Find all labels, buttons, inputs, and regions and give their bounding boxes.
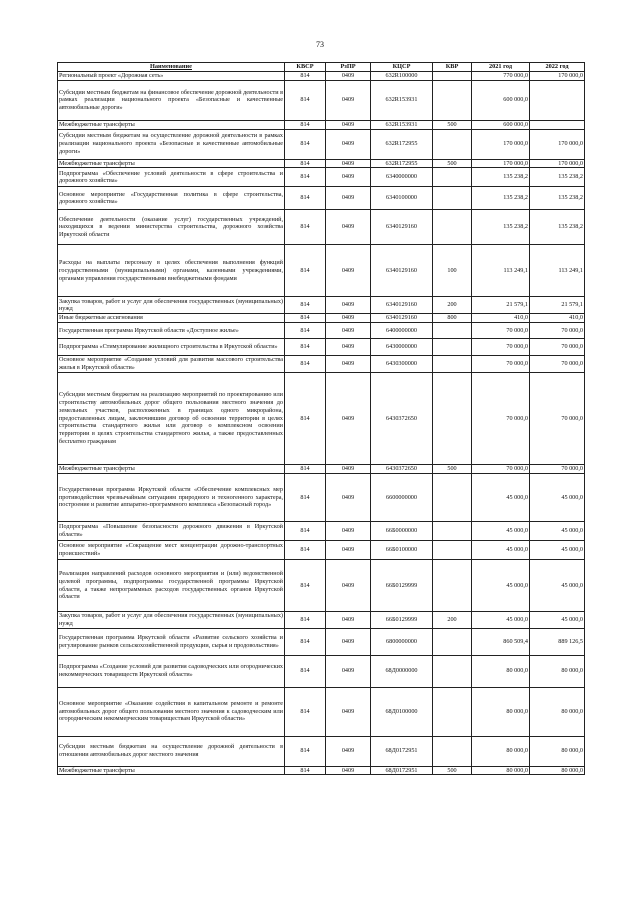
table-row [58, 339, 585, 356]
cell-kvr [433, 373, 472, 465]
cell-2021: 45 000,0 [472, 560, 530, 612]
cell-kvr: 500 [433, 766, 472, 775]
cell-kvr [433, 560, 472, 612]
cell-kvsr: 814 [285, 612, 326, 629]
table-row [58, 687, 585, 736]
cell-name: Расходы на выплаты персоналу в целях обеспечения выполнения функций государственными (муниципальными) органами, казенными учреждениями, органами управления государственными внебюджетными фондами [58, 245, 285, 297]
cell-kvr [433, 628, 472, 655]
cell-2022: 80 000,0 [530, 687, 585, 736]
cell-2021: 21 579,1 [472, 297, 530, 314]
cell-kvsr: 814 [285, 687, 326, 736]
cell-name: Субсидии местным бюджетам на осуществление дорожной деятельности в рамках реализации национального проекта «Безопасные и качественные автомобильные дороги» [58, 129, 285, 159]
cell-kvsr: 814 [285, 373, 326, 465]
cell-kvsr: 814 [285, 356, 326, 373]
cell-kvr [433, 323, 472, 339]
column-header-name: Наименование [58, 63, 285, 72]
budget-table [57, 62, 585, 775]
cell-2021: 80 000,0 [472, 687, 530, 736]
cell-kcsr: 68Д0000000 [371, 655, 433, 687]
cell-2021: 170 000,0 [472, 159, 530, 168]
cell-2021: 45 000,0 [472, 474, 530, 522]
cell-rzpr: 0409 [326, 766, 371, 775]
cell-kvr [433, 80, 472, 120]
cell-kvr [433, 72, 472, 81]
cell-2021: 70 000,0 [472, 373, 530, 465]
cell-name: Подпрограмма «Повышение безопасности дорожного движения в Иркутской области» [58, 522, 285, 541]
cell-kcsr: 66Б0129999 [371, 560, 433, 612]
cell-kcsr: 68Д0100000 [371, 687, 433, 736]
cell-kcsr: 6340129160 [371, 297, 433, 314]
cell-2021: 600 000,0 [472, 120, 530, 129]
cell-kvsr: 814 [285, 560, 326, 612]
cell-kcsr: 632R153931 [371, 120, 433, 129]
cell-kcsr: 66Б0129999 [371, 612, 433, 629]
cell-rzpr: 0409 [326, 541, 371, 560]
column-header-kvsr: КВСР [285, 63, 326, 72]
cell-kcsr: 632R100000 [371, 72, 433, 81]
cell-rzpr: 0409 [326, 373, 371, 465]
cell-name: Закупка товаров, работ и услуг для обеспечения государственных (муниципальных) нужд [59, 612, 283, 627]
cell-kcsr: 6340129160 [371, 245, 433, 297]
cell-kvr [433, 474, 472, 522]
cell-2021: 113 249,1 [472, 245, 530, 297]
cell-2022: 170 000,0 [530, 129, 585, 159]
cell-name: Государственная программа Иркутской области «Доступное жилье» [58, 323, 285, 339]
cell-kvsr: 814 [285, 522, 326, 541]
table-row [58, 129, 585, 159]
cell-name: Закупка товаров, работ и услуг для обеспечения государственных (муниципальных) нужд [59, 297, 283, 313]
cell-kvsr: 814 [285, 297, 326, 314]
cell-rzpr: 0409 [326, 687, 371, 736]
cell-2022: 70 000,0 [530, 356, 585, 373]
cell-name: Реализация направлений расходов основного мероприятия и (или) ведомственной целевой программы, подпрограммы государственной программы Иркутской области, а также непрограммных расходов государственных органов Иркутской области [58, 560, 285, 612]
cell-kvsr: 814 [285, 339, 326, 356]
table-row [58, 168, 585, 187]
table-row [58, 80, 585, 120]
cell-kcsr: 66Б0000000 [371, 522, 433, 541]
cell-kvr: 500 [433, 120, 472, 129]
cell-kcsr: 6600000000 [371, 474, 433, 522]
table-row [58, 628, 585, 655]
cell-name: Субсидии местным бюджетам на реализацию мероприятий по проектированию или строительству автомобильных дорог общего пользования местного значения до земельных участков, расположенных в границах одного микрорайона, предоставленных лицам, заключившим договор об освоении территории в целях строительства стандартного жилья или договор о комплексном освоении территории в целях строительства стандартного жилья, а также предоставленных бесплатно гражданам [58, 373, 285, 465]
cell-kvr [433, 168, 472, 187]
cell-2021: 80 000,0 [472, 736, 530, 766]
table-row [58, 560, 585, 612]
table-row [58, 612, 585, 629]
cell-kvsr: 814 [285, 72, 326, 81]
column-header-2022: 2022 год [530, 63, 585, 72]
cell-name: Обеспечение деятельности (оказание услуг) государственных учреждений, находящихся в ведении министерства строительства, дорожного хозяйства Иркутской области [58, 210, 285, 245]
cell-name: Подпрограмма «Создание условий для развития садоводческих или огороднических некоммерческих товариществ Иркутской области» [58, 655, 285, 687]
cell-kcsr: 66Б0100000 [371, 541, 433, 560]
cell-kcsr: 6430372650 [371, 373, 433, 465]
cell-kvsr: 814 [285, 129, 326, 159]
cell-name: Межбюджетные трансферты [58, 159, 285, 168]
table-row [58, 120, 585, 129]
cell-rzpr: 0409 [326, 187, 371, 210]
cell-kvr [433, 687, 472, 736]
cell-kcsr: 6340129160 [371, 314, 433, 323]
cell-kvr: 800 [433, 314, 472, 323]
cell-kvsr: 814 [285, 120, 326, 129]
cell-2022: 410,0 [530, 314, 585, 323]
cell-rzpr: 0409 [326, 339, 371, 356]
cell-rzpr: 0409 [326, 628, 371, 655]
cell-kvr [433, 187, 472, 210]
cell-name: Региональный проект «Дорожная сеть» [58, 72, 285, 81]
cell-2022: 80 000,0 [530, 655, 585, 687]
cell-kcsr: 6800000000 [371, 628, 433, 655]
cell-kvr: 500 [433, 159, 472, 168]
cell-kcsr: 68Д0172951 [371, 766, 433, 775]
cell-rzpr: 0409 [326, 736, 371, 766]
cell-2021: 770 000,0 [472, 72, 530, 81]
cell-rzpr: 0409 [326, 159, 371, 168]
cell-rzpr: 0409 [326, 522, 371, 541]
cell-2021: 135 238,2 [472, 187, 530, 210]
cell-2022: 70 000,0 [530, 339, 585, 356]
cell-kvsr: 814 [285, 655, 326, 687]
cell-kvsr: 814 [285, 245, 326, 297]
cell-2022: 45 000,0 [530, 560, 585, 612]
cell-kvsr: 814 [285, 736, 326, 766]
cell-name: Субсидии местным бюджетам на осуществление дорожной деятельности в отношении автомобильных дорог местного значения [58, 736, 285, 766]
cell-kvsr: 814 [285, 80, 326, 120]
table-row [58, 522, 585, 541]
cell-name: Межбюджетные трансферты [58, 766, 285, 775]
cell-rzpr: 0409 [326, 80, 371, 120]
table-row [58, 297, 585, 314]
cell-name: Государственная программа Иркутской области «Развитие сельского хозяйства и регулирование рынков сельскохозяйственной продукции, сырья и продовольствия» [58, 628, 285, 655]
cell-rzpr: 0409 [326, 245, 371, 297]
cell-2021: 860 509,4 [472, 628, 530, 655]
page-number: 73 [316, 40, 324, 49]
cell-2021: 45 000,0 [472, 541, 530, 560]
cell-rzpr: 0409 [326, 314, 371, 323]
cell-kvsr: 814 [285, 766, 326, 775]
cell-kvr [433, 339, 472, 356]
cell-kvr [433, 210, 472, 245]
cell-2022: 70 000,0 [530, 373, 585, 465]
cell-rzpr: 0409 [326, 72, 371, 81]
cell-name: Межбюджетные трансферты [58, 465, 285, 474]
cell-kcsr: 6340100000 [371, 187, 433, 210]
table-header-row [58, 63, 585, 72]
cell-2022: 45 000,0 [530, 522, 585, 541]
cell-2022: 70 000,0 [530, 323, 585, 339]
cell-kvsr: 814 [285, 210, 326, 245]
cell-kvsr: 814 [285, 187, 326, 210]
cell-rzpr: 0409 [326, 612, 371, 629]
cell-2022: 80 000,0 [530, 766, 585, 775]
cell-name: Подпрограмма «Стимулирование жилищного строительства в Иркутской области» [58, 339, 285, 356]
cell-2022: 170 000,0 [530, 72, 585, 81]
cell-rzpr: 0409 [326, 474, 371, 522]
cell-name: Основное мероприятие «Оказание содействия в капитальном ремонте и ремонте автомобильных дорог общего пользования местного значения к садоводческим или огородническим некоммерческим товариществам Иркутской области» [58, 687, 285, 736]
table-row [58, 465, 585, 474]
cell-rzpr: 0409 [326, 297, 371, 314]
cell-2021: 45 000,0 [472, 522, 530, 541]
cell-kvsr: 814 [285, 474, 326, 522]
cell-kvr: 200 [433, 612, 472, 629]
cell-kvr: 200 [433, 297, 472, 314]
cell-kcsr: 632R153931 [371, 80, 433, 120]
cell-2021: 135 238,2 [472, 210, 530, 245]
table-row [58, 72, 585, 81]
table-row [58, 245, 585, 297]
column-header-rzpr: РзПР [326, 63, 371, 72]
cell-rzpr: 0409 [326, 323, 371, 339]
cell-2021: 135 238,2 [472, 168, 530, 187]
table-row [58, 323, 585, 339]
table-row [58, 474, 585, 522]
cell-kvsr: 814 [285, 541, 326, 560]
cell-2022: 45 000,0 [530, 541, 585, 560]
cell-name: Иные бюджетные ассигнования [58, 314, 285, 323]
cell-2022: 70 000,0 [530, 465, 585, 474]
cell-name: Межбюджетные трансферты [58, 120, 285, 129]
table-row [58, 159, 585, 168]
column-header-2021: 2021 год [472, 63, 530, 72]
table-row [58, 655, 585, 687]
cell-rzpr: 0409 [326, 560, 371, 612]
cell-2021: 45 000,0 [472, 612, 530, 629]
cell-2022: 135 238,2 [530, 210, 585, 245]
cell-kcsr: 632R172955 [371, 159, 433, 168]
cell-rzpr: 0409 [326, 655, 371, 687]
cell-kvr [433, 129, 472, 159]
cell-kcsr: 6430000000 [371, 339, 433, 356]
cell-2022: 135 238,2 [530, 168, 585, 187]
cell-kcsr: 632R172955 [371, 129, 433, 159]
cell-kcsr: 6340000000 [371, 168, 433, 187]
cell-2021: 70 000,0 [472, 356, 530, 373]
cell-name: Государственная программа Иркутской области «Обеспечение комплексных мер противодействия чрезвычайным ситуациям природного и техногенного характера, построение и развитие аппаратно-программного комплекса «Безопасный город» [58, 474, 285, 522]
cell-kcsr: 6430300000 [371, 356, 433, 373]
cell-2022: 45 000,0 [530, 474, 585, 522]
cell-kvr [433, 541, 472, 560]
cell-2021: 170 000,0 [472, 129, 530, 159]
cell-kcsr: 6340129160 [371, 210, 433, 245]
table-row [58, 736, 585, 766]
column-header-kvr: КВР [433, 63, 472, 72]
cell-2021: 80 000,0 [472, 655, 530, 687]
cell-2022: 113 249,1 [530, 245, 585, 297]
table-row [58, 187, 585, 210]
cell-name: Субсидии местным бюджетам на финансовое обеспечение дорожной деятельности в рамках реализации национального проекта «Безопасные и качественные автомобильные дороги» [58, 80, 285, 120]
cell-2022: 170 000,0 [530, 159, 585, 168]
table-row [58, 541, 585, 560]
cell-rzpr: 0409 [326, 465, 371, 474]
cell-2022 [530, 120, 585, 129]
cell-2022 [530, 80, 585, 120]
table-row [58, 766, 585, 775]
cell-2022: 45 000,0 [530, 612, 585, 629]
cell-kvr: 100 [433, 245, 472, 297]
cell-kvsr: 814 [285, 168, 326, 187]
cell-rzpr: 0409 [326, 210, 371, 245]
cell-kvsr: 814 [285, 628, 326, 655]
cell-kcsr: 6400000000 [371, 323, 433, 339]
cell-name: Подпрограмма «Обеспечение условий деятельности в сфере строительства и дорожного хозяйства» [58, 168, 285, 187]
cell-2021: 600 000,0 [472, 80, 530, 120]
cell-2021: 80 000,0 [472, 766, 530, 775]
cell-rzpr: 0409 [326, 120, 371, 129]
cell-kvr [433, 522, 472, 541]
cell-2022: 889 126,5 [530, 628, 585, 655]
cell-kvsr: 814 [285, 465, 326, 474]
cell-kvr [433, 655, 472, 687]
cell-rzpr: 0409 [326, 168, 371, 187]
cell-name: Основное мероприятие «Сокращение мест концентрации дорожно-транспортных происшествий» [58, 541, 285, 560]
cell-kvr [433, 356, 472, 373]
table-row [58, 210, 585, 245]
cell-2022: 80 000,0 [530, 736, 585, 766]
column-header-kcsr: КЦСР [371, 63, 433, 72]
table-row [58, 314, 585, 323]
cell-2022: 21 579,1 [530, 297, 585, 314]
cell-kvr [433, 736, 472, 766]
cell-2021: 70 000,0 [472, 339, 530, 356]
cell-kvsr: 814 [285, 314, 326, 323]
cell-name: Основное мероприятие «Создание условий для развития массового строительства жилья в Иркутской области» [59, 356, 283, 371]
cell-kcsr: 6430372650 [371, 465, 433, 474]
cell-2021: 70 000,0 [472, 465, 530, 474]
cell-2021: 410,0 [472, 314, 530, 323]
cell-kvsr: 814 [285, 323, 326, 339]
cell-2022: 135 238,2 [530, 187, 585, 210]
cell-rzpr: 0409 [326, 129, 371, 159]
cell-kcsr: 68Д0172951 [371, 736, 433, 766]
cell-rzpr: 0409 [326, 356, 371, 373]
cell-2021: 70 000,0 [472, 323, 530, 339]
table-row [58, 356, 585, 373]
cell-kvr: 500 [433, 465, 472, 474]
cell-name: Основное мероприятие «Государственная политика в сфере строительства, дорожного хозяйства» [58, 187, 285, 210]
table-row [58, 373, 585, 465]
cell-kvsr: 814 [285, 159, 326, 168]
